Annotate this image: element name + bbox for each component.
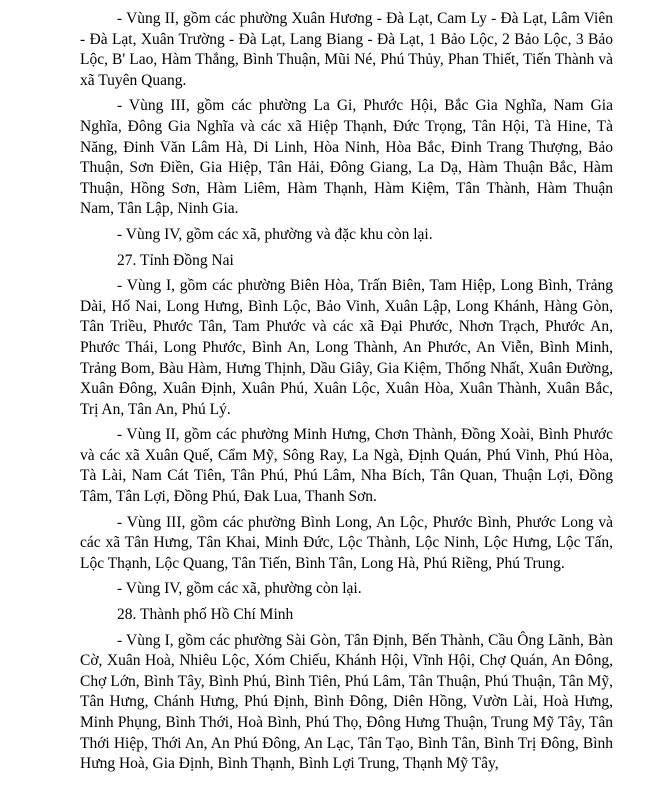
paragraph: - Vùng III, gồm các phường Bình Long, An Lộc, Phước Bình, Phước Long và các xã Tân Hưng, Tân Khai, Minh Đức, Lộc Thành, Lộc Ninh, Lộc Hưng, Lộc Tấn, Lộc Thạnh, Lộc Quang, Tân Tiến, Bình Tân, Long Hà, Phú Riềng, Phú Trung. bbox=[80, 513, 613, 572]
paragraph: - Vùng IV, gồm các xã, phường còn lại. bbox=[117, 580, 362, 598]
paragraph: - Vùng II, gồm các phường Minh Hưng, Chơn Thành, Đồng Xoài, Bình Phước và các xã Xuân Quế, Cẩm Mỹ, Sông Ray, La Ngà, Định Quán, Phú Vinh, Phú Hòa, Tà Lài, Nam Cát Tiên, Tân Phú, Phú Lâm, Nha Bích, Tân Quan, Thuận Lợi, Đồng Tâm, Tân Lợi, Đồng Phú, Đak Lua, Thanh Sơn. bbox=[80, 426, 613, 506]
paragraph: - Vùng I, gồm các phường Biên Hòa, Trấn Biên, Tam Hiệp, Long Bình, Trảng Dài, Hố Nai, Long Hưng, Bình Lộc, Bảo Vinh, Xuân Lập, Long Khánh, Hàng Gòn, Tân Triều, Phước Tân, Tam Phước và các xã Đại Phước, Nhơn Trạch, Phước An, Phước Thái, Long Phước, Bình An, Long Thành, An Phước, An Viễn, Bình Minh, Trảng Bom, Bàu Hàm, Hưng Thịnh, Dầu Giây, Gia Kiệm, Thống Nhất, Xuân Đường, Xuân Đông, Xuân Định, Xuân Phú, Xuân Lộc, Xuân Hòa, Xuân Thành, Xuân Bắc, Trị An, Tân An, Phú Lý. bbox=[80, 277, 613, 418]
section-heading: 28. Thành phố Hồ Chí Minh bbox=[117, 606, 294, 624]
paragraph: - Vùng III, gồm các phường La Gi, Phước Hội, Bắc Gia Nghĩa, Nam Gia Nghĩa, Đông Gia Nghĩa và các xã Hiệp Thạnh, Đức Trọng, Tân Hội, Tà Hine, Tà Năng, Đinh Văn Lâm Hà, Di Linh, Hòa Ninh, Hòa Bắc, Đinh Trang Thượng, Bảo Thuận, Sơn Điền, Gia Hiệp, Tân Hải, Đông Giang, La Dạ, Hàm Thuận Bắc, Hàm Thuận, Hồng Sơn, Hàm Liêm, Hàm Thạnh, Hàm Kiệm, Tân Thành, Hàm Thuận Nam, Tân Lập, Ninh Gia. bbox=[80, 97, 613, 218]
paragraph: - Vùng IV, gồm các xã, phường và đặc khu còn lại. bbox=[117, 225, 433, 243]
document-page bbox=[80, 9, 613, 775]
paragraph: - Vùng II, gồm các phường Xuân Hương - Đà Lạt, Cam Ly - Đà Lạt, Lâm Viên - Đà Lạt, Xuân Trường - Đà Lạt, Lang Biang - Đà Lạt, 1 Bảo Lộc, 2 Bảo Lộc, 3 Bảo Lộc, B' Lao, Hàm Thắng, Bình Thuận, Mũi Né, Phú Thủy, Phan Thiết, Tiến Thành và xã Tuyên Quang. bbox=[80, 10, 613, 89]
paragraph: - Vùng I, gồm các phường Sài Gòn, Tân Định, Bến Thành, Cầu Ông Lãnh, Bàn Cờ, Xuân Hoà, Nhiêu Lộc, Xóm Chiếu, Khánh Hội, Vĩnh Hội, Chợ Quán, An Đông, Chợ Lớn, Bình Tây, Bình Phú, Bình Tiên, Phú Lâm, Tân Thuận, Phú Thuận, Tân Mỹ, Tân Hưng, Chánh Hưng, Phú Định, Bình Đông, Diên Hồng, Vườn Lài, Hoà Hưng, Minh Phụng, Bình Thới, Hoà Bình, Phú Thọ, Đông Hưng Thuận, Trung Mỹ Tây, Tân Thới Hiệp, Thới An, An Phú Đông, An Lạc, Tân Tạo, Bình Tân, Bình Trị Đông, Bình Hưng Hoà, Gia Định, Bình Thạnh, Bình Lợi Trung, Thạnh Mỹ Tây, bbox=[80, 631, 613, 773]
section-heading: 27. Tỉnh Đồng Nai bbox=[117, 251, 234, 269]
